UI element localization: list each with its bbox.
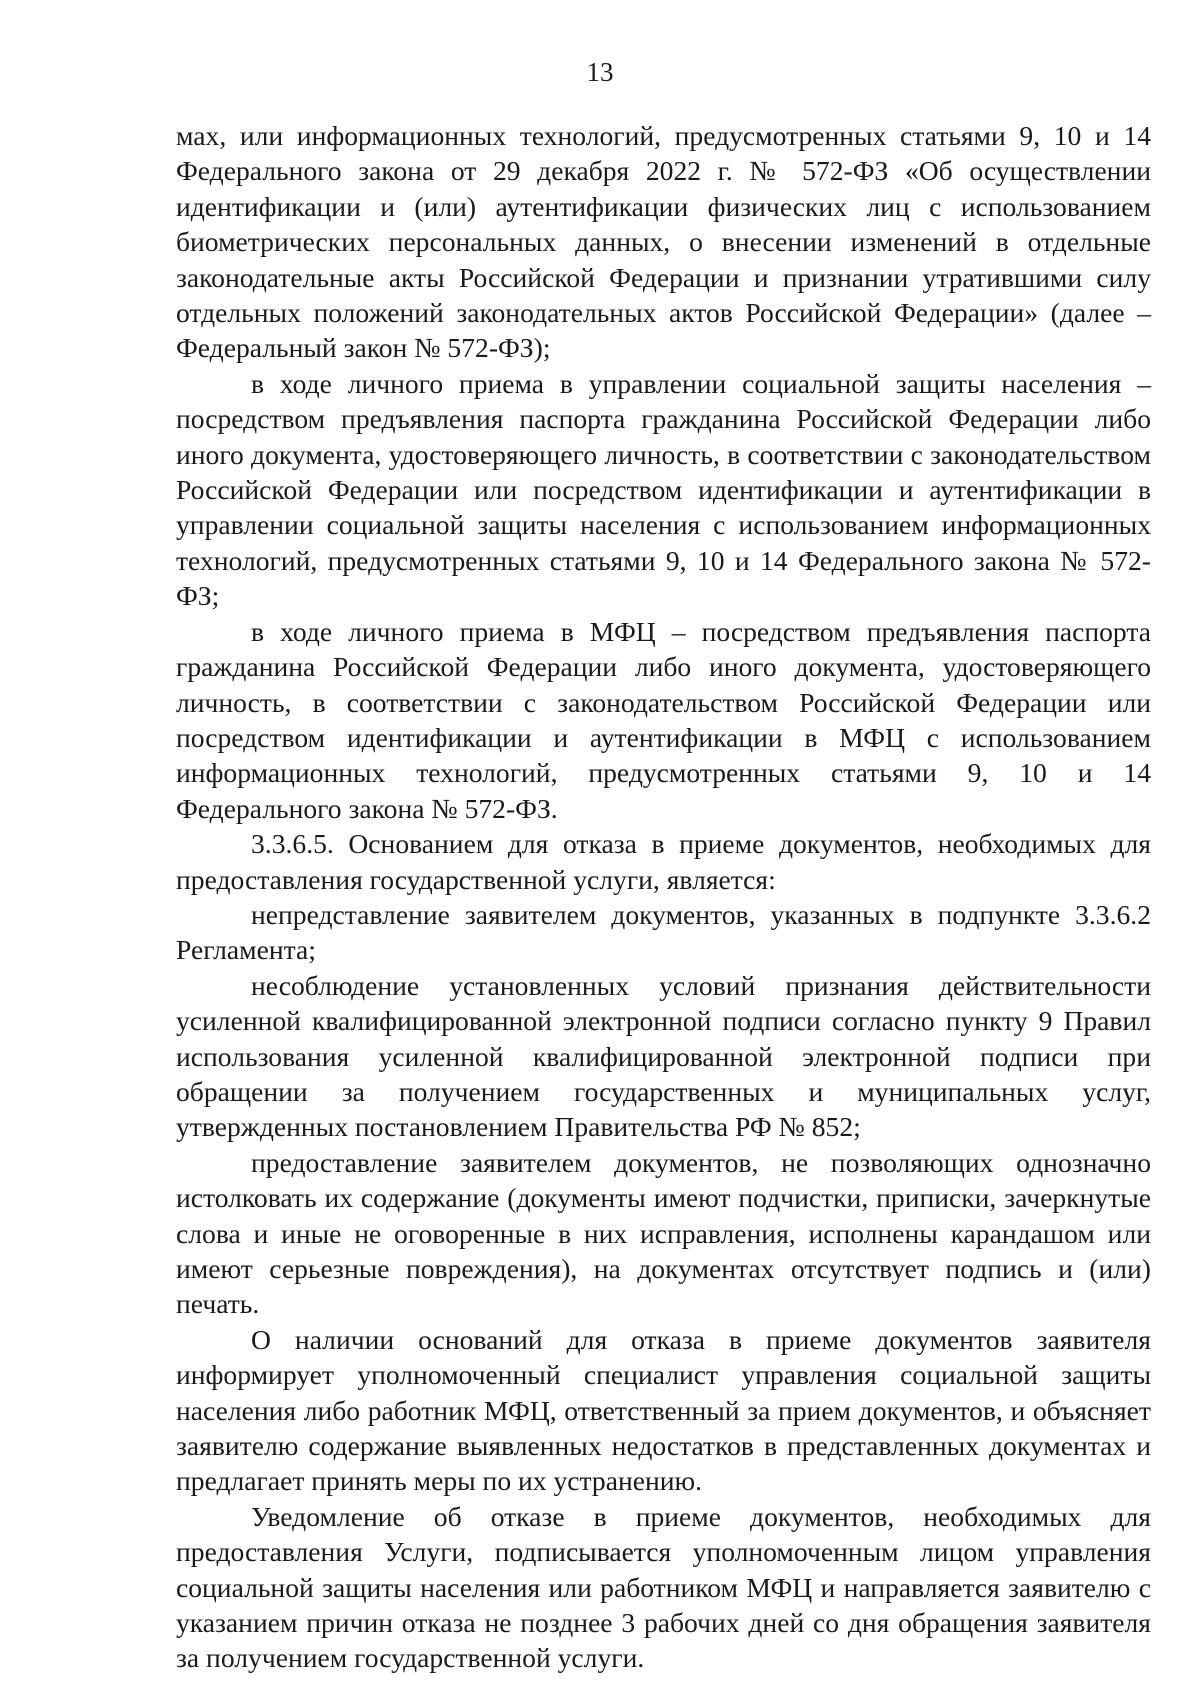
paragraph-continuation: мах, или информационных технологий, предусмотренных статьями 9, 10 и 14 Федерального закона от 29 декабря 2022 г. № 572-ФЗ «Об осуществлении идентификации и (или) аутентификации физических лиц с использованием биометрических персональных данных, о внесении изменений в отдельные законодательные акты Российской Федерации и признании утратившими силу отдельных положений законодательных актов Российской Федерации» (далее – Федеральный закон № 572-ФЗ); [176, 120, 1151, 364]
document-body [176, 118, 1151, 1676]
paragraph-refusal-ground-missing-documents: непредставление заявителем документов, указанных в подпункте 3.3.6.2 Регламента; [176, 898, 1151, 966]
paragraph-informing-applicant: О наличии оснований для отказа в приеме документов заявителя информирует уполномоченный специалист управления социальной защиты населения либо работник МФЦ, ответственный за прием документов, и объясняет заявителю содержание выявленных недостатков в представленных документах и предлагает принять меры по их устранению. [176, 1323, 1151, 1497]
paragraph-refusal-ground-signature: несоблюдение установленных условий признания действительности усиленной квалифицированной электронной подписи согласно пункту 9 Правил использования усиленной квалифицированной электронной подписи при обращении за получением государственных и муниципальных услуг, утвержденных постановлением Правительства РФ № 852; [176, 969, 1151, 1143]
paragraph-personal-reception-mfc: в ходе личного приема в МФЦ – посредством предъявления паспорта гражданина Российской Федерации либо иного документа, удостоверяющего личность, в соответствии с законодательством Российской Федерации или посредством идентификации и аутентификации в МФЦ с использованием информационных технологий, предусмотренных статьями 9, 10 и 14 Федерального закона № 572-ФЗ. [176, 615, 1151, 824]
page-number: 13 [586, 57, 614, 87]
paragraph-refusal-notification: Уведомление об отказе в приеме документов, необходимых для предоставления Услуги, подписывается уполномоченным лицом управления социальной защиты населения или работником МФЦ и направляется заявителю с указанием причин отказа не позднее 3 рабочих дней со дня обращения заявителя за получением государственной услуги. [176, 1500, 1151, 1674]
paragraph-refusal-ground-defective-documents: предоставление заявителем документов, не позволяющих однозначно истолковать их содержание (документы имеют подчистки, приписки, зачеркнутые слова и иные не оговоренные в них исправления, исполнены карандашом или имеют серьезные повреждения), на документах отсутствует подпись и (или) печать. [176, 1146, 1151, 1320]
paragraph-refusal-grounds-heading: 3.3.6.5. Основанием для отказа в приеме документов, необходимых для предоставления государственной услуги, является: [176, 828, 1151, 895]
paragraph-personal-reception-uszn: в ходе личного приема в управлении социальной защиты населения – посредством предъявления паспорта гражданина Российской Федерации либо иного документа, удостоверяющего личность, в соответствии с законодательством Российской Федерации или посредством идентификации и аутентификации в управлении социальной защиты населения с использованием информационных технологий, предусмотренных статьями 9, 10 и 14 Федерального закона № 572-ФЗ; [176, 367, 1151, 612]
